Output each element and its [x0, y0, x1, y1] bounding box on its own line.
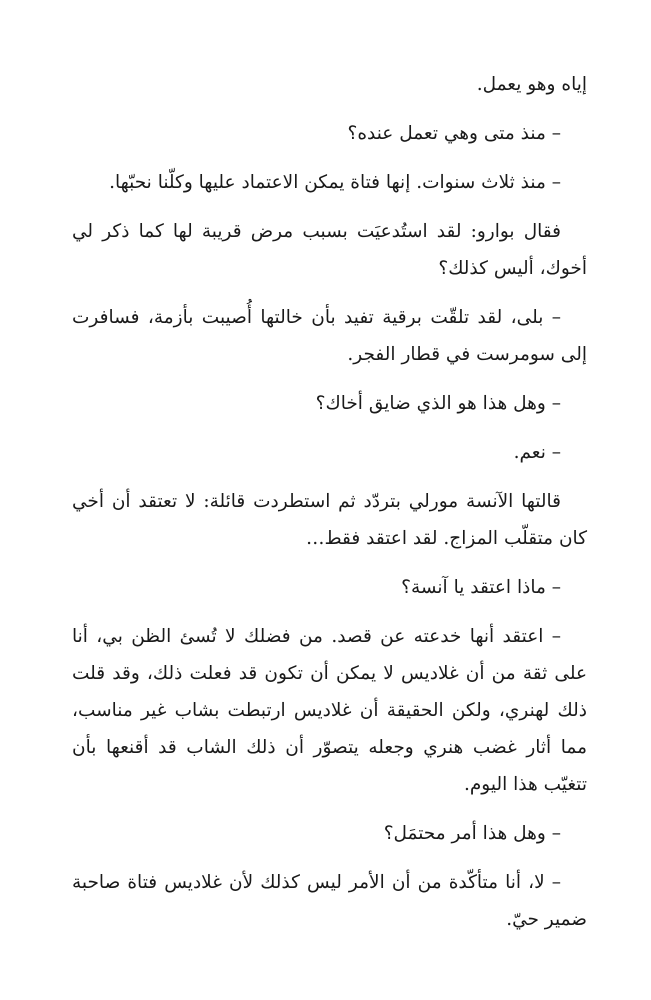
book-page-text — [72, 66, 587, 950]
dialogue-line: – منذ ثلاث سنوات. إنها فتاة يمكن الاعتماد عليها وكلّنا نحبّها. — [109, 172, 561, 193]
paragraph: قالتها الآنسة مورلي بتردّد ثم استطردت قائلة: لا تعتقد أن أخي كان متقلّب المزاج. لقد اعتقد فقط… — [72, 491, 587, 549]
paragraph: فقال بوارو: لقد استُدعيَت بسبب مرض قريبة لها كما ذكر لي أخوك، أليس كذلك؟ — [72, 221, 587, 279]
dialogue-line: – وهل هذا هو الذي ضايق أخاك؟ — [315, 393, 561, 414]
dialogue-line: – ماذا اعتقد يا آنسة؟ — [401, 577, 561, 598]
dialogue-line: – بلى، لقد تلقّت برقية تفيد بأن خالتها أُصيبت بأزمة، فسافرت إلى سومرست في قطار الفجر. — [72, 307, 587, 365]
dialogue-line: – وهل هذا أمر محتمَل؟ — [383, 823, 561, 844]
paragraph: إياه وهو يعمل. — [476, 74, 587, 95]
dialogue-line: – لا، أنا متأكّدة من أن الأمر ليس كذلك لأن غلاديس فتاة صاحبة ضمير حيّ. — [72, 872, 587, 930]
dialogue-line: – اعتقد أنها خدعته عن قصد. من فضلك لا تُسئ الظن بي، أنا على ثقة من أن غلاديس لا يمكن أن تكون قد فعلت ذلك، وقد قلت ذلك لهنري، ولكن الحقيقة أن غلاديس ارتبطت بشاب غير مناسب، مما أثار غضب هنري وجعله يتصوّر أن ذلك الشاب قد أقنعها بأن تتغيّب هذا اليوم. — [72, 626, 587, 795]
dialogue-line: – نعم. — [513, 442, 561, 463]
dialogue-line: – منذ متى وهي تعمل عنده؟ — [347, 123, 561, 144]
